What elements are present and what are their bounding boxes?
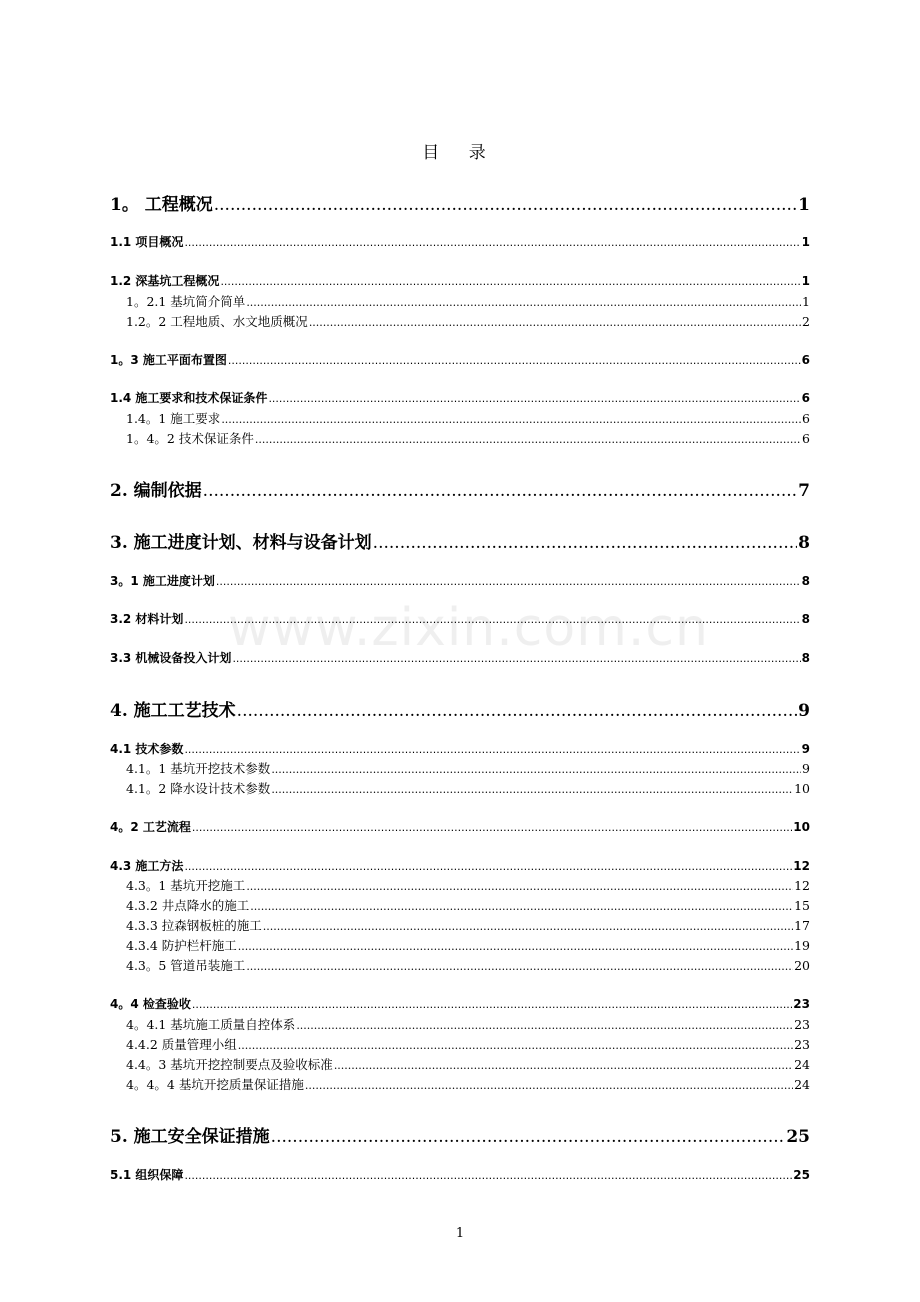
toc-entry-4-4-1[interactable] [126,1015,810,1033]
toc-entry-page: 10 [794,781,810,796]
toc-entry-page: 6 [801,391,810,405]
toc-entry-4-3[interactable] [110,857,810,875]
toc-entry-4-3-4[interactable] [126,936,810,954]
toc-entry-label: 4.1。1 基坑开挖技术参数 [126,761,271,776]
toc-entry-page: 1 [802,294,810,309]
toc-entry-page: 24 [794,1057,810,1072]
toc-entry-label: 4.1。2 降水设计技术参数 [126,781,271,796]
toc-entry-label: 4。2 工艺流程 [110,820,191,834]
toc-entry-label: 4.1 技术参数 [110,742,184,756]
toc-entry-page: 8 [801,574,810,588]
toc-entry-label: 2. 编制依据 [110,481,202,501]
toc-entry-page: 23 [794,1037,810,1052]
toc-entry-label: 1.2。2 工程地质、水文地质概况 [126,314,308,329]
toc-entry-1-4-2[interactable] [126,429,810,447]
toc-entry-1-2-2[interactable] [126,312,810,330]
toc-entry-page: 1 [801,235,810,249]
toc-entry-page: 12 [793,859,810,873]
toc-entry-label: 4.3。1 基坑开挖施工 [126,878,246,893]
toc-entry-label: 1.2 深基坑工程概况 [110,274,220,288]
toc-entry-3-3[interactable] [110,649,810,667]
toc-entry-label: 4.4。3 基坑开挖控制要点及验收标准 [126,1057,333,1072]
toc-entry-page: 20 [794,958,810,973]
toc-entry-1-3[interactable] [110,351,810,369]
toc-entry-2[interactable] [110,476,810,502]
toc-entry-5[interactable] [110,1122,810,1148]
toc-entry-label: 4.3.3 拉森钢板桩的施工 [126,918,262,933]
toc-entry-label: 1。2.1 基坑简介简单 [126,294,246,309]
toc-entry-page: 9 [801,742,810,756]
toc-entry-label: 1.1 项目概况 [110,235,184,249]
toc-entry-page: 7 [798,481,810,501]
toc-entry-label: 4.3 施工方法 [110,859,184,873]
toc-entry-label: 3。1 施工进度计划 [110,574,215,588]
toc-entry-4-1-2[interactable] [126,779,810,797]
toc-entry-label: 4。4 检查验收 [110,997,191,1011]
toc-entry-4[interactable] [110,696,810,722]
toc-entry-4-4-2[interactable] [126,1035,810,1053]
toc-entry-label: 3.3 机械设备投入计划 [110,651,232,665]
toc-entry-label: 1.4。1 施工要求 [126,411,221,426]
toc-entry-page: 25 [786,1127,810,1147]
toc-entry-label: 4. 施工工艺技术 [110,701,236,721]
toc-entry-4-2[interactable] [110,818,810,836]
toc-entry-page: 9 [802,761,810,776]
toc-entry-label: 1.4 施工要求和技术保证条件 [110,391,268,405]
toc-entry-page: 1 [801,274,810,288]
toc-entry-page: 6 [802,411,810,426]
page-number: 1 [455,1226,465,1241]
toc-entry-page: 12 [794,878,810,893]
toc-entry-page: 15 [794,898,810,913]
toc-entry-page: 17 [794,918,810,933]
toc-entry-label: 1。3 施工平面布置图 [110,353,227,367]
toc-entry-4-4[interactable] [110,995,810,1013]
toc-entry-label: 1。 工程概况 [110,195,213,215]
toc-entry-label: 5. 施工安全保证措施 [110,1127,270,1147]
toc-entry-page: 2 [802,314,810,329]
toc-entry-4-3-1[interactable] [126,876,810,894]
toc-entry-4-1-1[interactable] [126,759,810,777]
toc-entry-4-3-3[interactable] [126,916,810,934]
toc-entry-page: 1 [798,195,810,215]
toc-entry-3-2[interactable] [110,610,810,628]
toc-entry-label: 1。4。2 技术保证条件 [126,431,254,446]
toc-entry-4-3-2[interactable] [126,896,810,914]
toc-entry-label: 3. 施工进度计划、材料与设备计划 [110,533,372,553]
watermark: www.zixin.com.cn [228,598,709,658]
toc-entry-1-4[interactable] [110,389,810,407]
toc-entry-label: 4.3.4 防护栏杆施工 [126,938,237,953]
toc-entry-4-1[interactable] [110,740,810,758]
toc-entry-page: 19 [794,938,810,953]
toc-entry-3[interactable] [110,528,810,554]
toc-entry-label: 5.1 组织保障 [110,1168,184,1182]
toc-entry-page: 8 [801,612,810,626]
toc-entry-page: 10 [793,820,810,834]
toc-entry-page: 25 [793,1168,810,1182]
toc-entry-1-4-1[interactable] [126,409,810,427]
toc-entry-page: 9 [798,701,810,721]
page-title: 目 录 [422,143,498,163]
toc-entry-label: 4。4.1 基坑施工质量自控体系 [126,1017,296,1032]
toc-entry-4-3-5[interactable] [126,956,810,974]
toc-entry-page: 6 [802,431,810,446]
toc-entry-page: 8 [801,651,810,665]
toc-entry-page: 6 [801,353,810,367]
toc-entry-1-2-1[interactable] [126,292,810,310]
toc-entry-4-4-4[interactable] [126,1075,810,1093]
toc-entry-5-1[interactable] [110,1166,810,1184]
toc-entry-1-1[interactable] [110,233,810,251]
toc-entry-page: 23 [793,997,810,1011]
toc-entry-page: 8 [798,533,810,553]
toc-entry-label: 4.4.2 质量管理小组 [126,1037,237,1052]
toc-entry-1[interactable] [110,190,810,216]
toc-entry-page: 23 [794,1017,810,1032]
toc-entry-label: 4.3。5 管道吊装施工 [126,958,246,973]
toc-entry-1-2[interactable] [110,272,810,290]
toc-entry-page: 24 [794,1077,810,1092]
toc-entry-3-1[interactable] [110,572,810,590]
toc-entry-label: 3.2 材料计划 [110,612,184,626]
toc-entry-label: 4.3.2 井点降水的施工 [126,898,250,913]
toc-entry-label: 4。4。4 基坑开挖质量保证措施 [126,1077,304,1092]
toc-entry-4-4-3[interactable] [126,1055,810,1073]
